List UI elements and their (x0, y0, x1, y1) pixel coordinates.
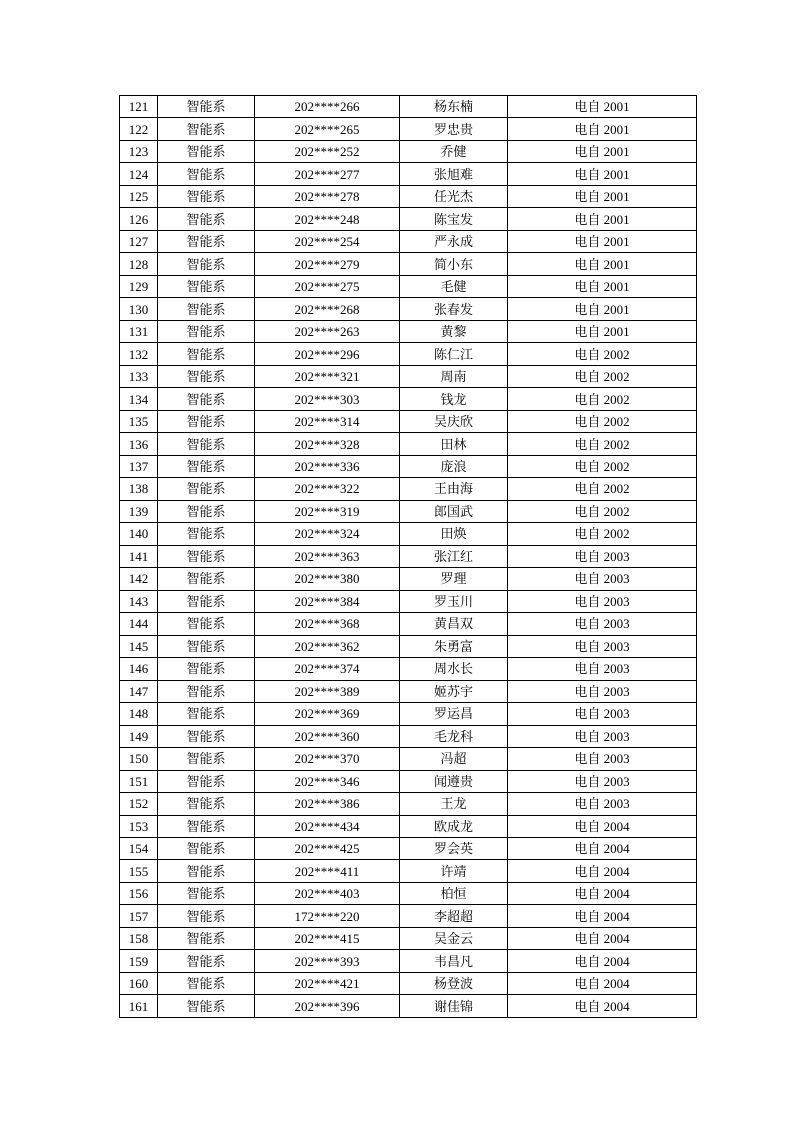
cell-department: 智能系 (158, 860, 255, 882)
cell-student-id: 202****368 (255, 613, 400, 635)
table-row (120, 613, 697, 635)
cell-class: 电自 2004 (508, 972, 697, 994)
cell-name: 韦昌凡 (400, 950, 508, 972)
cell-class: 电自 2001 (508, 208, 697, 230)
cell-name: 朱勇富 (400, 635, 508, 657)
cell-name: 田林 (400, 433, 508, 455)
cell-name: 杨登波 (400, 972, 508, 994)
cell-row-number: 161 (120, 995, 158, 1018)
cell-class: 电自 2002 (508, 523, 697, 545)
cell-name: 王由海 (400, 478, 508, 500)
cell-class: 电自 2003 (508, 568, 697, 590)
table-row (120, 995, 697, 1018)
cell-department: 智能系 (158, 455, 255, 477)
cell-class: 电自 2003 (508, 770, 697, 792)
cell-student-id: 202****277 (255, 163, 400, 185)
cell-class: 电自 2004 (508, 860, 697, 882)
table-row (120, 860, 697, 882)
cell-student-id: 202****374 (255, 658, 400, 680)
cell-name: 毛龙科 (400, 725, 508, 747)
cell-department: 智能系 (158, 995, 255, 1018)
cell-department: 智能系 (158, 118, 255, 140)
cell-row-number: 141 (120, 545, 158, 567)
cell-class: 电自 2001 (508, 230, 697, 252)
cell-row-number: 145 (120, 635, 158, 657)
table-row (120, 703, 697, 725)
cell-department: 智能系 (158, 905, 255, 927)
cell-student-id: 202****336 (255, 455, 400, 477)
table-row (120, 320, 697, 342)
cell-name: 冯超 (400, 748, 508, 770)
cell-class: 电自 2004 (508, 995, 697, 1018)
table-row (120, 635, 697, 657)
roster-table-body (120, 96, 697, 1018)
table-row (120, 410, 697, 432)
cell-department: 智能系 (158, 837, 255, 859)
table-row (120, 208, 697, 230)
cell-row-number: 130 (120, 298, 158, 320)
cell-name: 钱龙 (400, 388, 508, 410)
cell-student-id: 202****296 (255, 343, 400, 365)
cell-row-number: 146 (120, 658, 158, 680)
cell-row-number: 121 (120, 96, 158, 118)
cell-student-id: 202****303 (255, 388, 400, 410)
cell-row-number: 129 (120, 275, 158, 297)
cell-row-number: 148 (120, 703, 158, 725)
cell-name: 庞浪 (400, 455, 508, 477)
cell-student-id: 202****248 (255, 208, 400, 230)
table-row (120, 590, 697, 612)
table-row (120, 365, 697, 387)
cell-department: 智能系 (158, 927, 255, 949)
cell-department: 智能系 (158, 388, 255, 410)
cell-department: 智能系 (158, 140, 255, 162)
cell-class: 电自 2003 (508, 613, 697, 635)
cell-student-id: 202****393 (255, 950, 400, 972)
cell-row-number: 140 (120, 523, 158, 545)
table-row (120, 118, 697, 140)
cell-department: 智能系 (158, 343, 255, 365)
cell-student-id: 202****389 (255, 680, 400, 702)
cell-row-number: 149 (120, 725, 158, 747)
cell-department: 智能系 (158, 478, 255, 500)
cell-name: 黄昌双 (400, 613, 508, 635)
cell-department: 智能系 (158, 96, 255, 118)
table-row (120, 882, 697, 904)
table-row (120, 433, 697, 455)
cell-student-id: 202****324 (255, 523, 400, 545)
cell-name: 周水长 (400, 658, 508, 680)
cell-name: 罗理 (400, 568, 508, 590)
cell-department: 智能系 (158, 703, 255, 725)
cell-row-number: 122 (120, 118, 158, 140)
table-row (120, 658, 697, 680)
cell-class: 电自 2004 (508, 882, 697, 904)
table-row (120, 455, 697, 477)
cell-class: 电自 2003 (508, 748, 697, 770)
cell-name: 张春发 (400, 298, 508, 320)
cell-department: 智能系 (158, 410, 255, 432)
cell-row-number: 133 (120, 365, 158, 387)
cell-class: 电自 2001 (508, 253, 697, 275)
cell-name: 周南 (400, 365, 508, 387)
table-row (120, 568, 697, 590)
cell-row-number: 123 (120, 140, 158, 162)
cell-name: 罗玉川 (400, 590, 508, 612)
cell-class: 电自 2003 (508, 658, 697, 680)
cell-department: 智能系 (158, 680, 255, 702)
cell-class: 电自 2003 (508, 635, 697, 657)
cell-class: 电自 2004 (508, 950, 697, 972)
table-row (120, 837, 697, 859)
cell-class: 电自 2001 (508, 298, 697, 320)
cell-row-number: 136 (120, 433, 158, 455)
cell-class: 电自 2003 (508, 680, 697, 702)
cell-class: 电自 2004 (508, 815, 697, 837)
cell-name: 罗忠贵 (400, 118, 508, 140)
cell-department: 智能系 (158, 545, 255, 567)
cell-row-number: 144 (120, 613, 158, 635)
cell-name: 田焕 (400, 523, 508, 545)
table-row (120, 230, 697, 252)
cell-name: 陈宝发 (400, 208, 508, 230)
cell-row-number: 132 (120, 343, 158, 365)
cell-student-id: 202****434 (255, 815, 400, 837)
cell-department: 智能系 (158, 613, 255, 635)
table-row (120, 388, 697, 410)
cell-row-number: 157 (120, 905, 158, 927)
cell-department: 智能系 (158, 365, 255, 387)
cell-student-id: 202****384 (255, 590, 400, 612)
cell-class: 电自 2002 (508, 410, 697, 432)
cell-student-id: 202****252 (255, 140, 400, 162)
cell-class: 电自 2004 (508, 927, 697, 949)
table-row (120, 927, 697, 949)
table-row (120, 748, 697, 770)
cell-student-id: 202****425 (255, 837, 400, 859)
table-row (120, 905, 697, 927)
cell-student-id: 202****319 (255, 500, 400, 522)
cell-row-number: 151 (120, 770, 158, 792)
table-row (120, 96, 697, 118)
table-row (120, 140, 697, 162)
cell-row-number: 127 (120, 230, 158, 252)
cell-department: 智能系 (158, 770, 255, 792)
cell-row-number: 155 (120, 860, 158, 882)
table-row (120, 793, 697, 815)
cell-name: 李超超 (400, 905, 508, 927)
cell-class: 电自 2004 (508, 905, 697, 927)
cell-student-id: 202****411 (255, 860, 400, 882)
cell-row-number: 124 (120, 163, 158, 185)
cell-class: 电自 2002 (508, 388, 697, 410)
cell-row-number: 131 (120, 320, 158, 342)
cell-department: 智能系 (158, 275, 255, 297)
cell-student-id: 202****370 (255, 748, 400, 770)
table-row (120, 185, 697, 207)
cell-department: 智能系 (158, 320, 255, 342)
cell-class: 电自 2003 (508, 725, 697, 747)
table-row (120, 343, 697, 365)
cell-student-id: 202****266 (255, 96, 400, 118)
cell-student-id: 202****314 (255, 410, 400, 432)
cell-department: 智能系 (158, 253, 255, 275)
cell-student-id: 202****369 (255, 703, 400, 725)
cell-department: 智能系 (158, 882, 255, 904)
cell-class: 电自 2001 (508, 140, 697, 162)
cell-name: 姬苏宇 (400, 680, 508, 702)
cell-name: 罗会英 (400, 837, 508, 859)
cell-student-id: 202****415 (255, 927, 400, 949)
cell-row-number: 156 (120, 882, 158, 904)
cell-name: 严永成 (400, 230, 508, 252)
table-row (120, 680, 697, 702)
cell-department: 智能系 (158, 950, 255, 972)
cell-name: 杨东楠 (400, 96, 508, 118)
cell-row-number: 160 (120, 972, 158, 994)
cell-class: 电自 2002 (508, 365, 697, 387)
cell-class: 电自 2001 (508, 275, 697, 297)
cell-row-number: 147 (120, 680, 158, 702)
cell-student-id: 202****363 (255, 545, 400, 567)
cell-row-number: 137 (120, 455, 158, 477)
cell-department: 智能系 (158, 590, 255, 612)
cell-department: 智能系 (158, 230, 255, 252)
cell-department: 智能系 (158, 523, 255, 545)
cell-student-id: 172****220 (255, 905, 400, 927)
cell-department: 智能系 (158, 433, 255, 455)
cell-student-id: 202****386 (255, 793, 400, 815)
table-row (120, 523, 697, 545)
table-row (120, 972, 697, 994)
cell-name: 罗运昌 (400, 703, 508, 725)
cell-row-number: 150 (120, 748, 158, 770)
cell-class: 电自 2003 (508, 590, 697, 612)
cell-class: 电自 2002 (508, 433, 697, 455)
cell-class: 电自 2001 (508, 185, 697, 207)
cell-student-id: 202****380 (255, 568, 400, 590)
cell-row-number: 126 (120, 208, 158, 230)
table-row (120, 500, 697, 522)
cell-name: 张旭难 (400, 163, 508, 185)
cell-name: 吴金云 (400, 927, 508, 949)
cell-row-number: 143 (120, 590, 158, 612)
cell-class: 电自 2003 (508, 703, 697, 725)
cell-department: 智能系 (158, 500, 255, 522)
cell-department: 智能系 (158, 658, 255, 680)
cell-class: 电自 2003 (508, 545, 697, 567)
cell-name: 柏恒 (400, 882, 508, 904)
cell-class: 电自 2002 (508, 478, 697, 500)
table-row (120, 725, 697, 747)
cell-row-number: 154 (120, 837, 158, 859)
table-row (120, 163, 697, 185)
table-row (120, 275, 697, 297)
cell-class: 电自 2002 (508, 500, 697, 522)
cell-row-number: 134 (120, 388, 158, 410)
cell-class: 电自 2002 (508, 343, 697, 365)
cell-department: 智能系 (158, 725, 255, 747)
cell-student-id: 202****265 (255, 118, 400, 140)
cell-row-number: 135 (120, 410, 158, 432)
cell-department: 智能系 (158, 568, 255, 590)
cell-student-id: 202****362 (255, 635, 400, 657)
table-row (120, 478, 697, 500)
cell-student-id: 202****275 (255, 275, 400, 297)
cell-department: 智能系 (158, 793, 255, 815)
cell-row-number: 158 (120, 927, 158, 949)
cell-student-id: 202****321 (255, 365, 400, 387)
cell-name: 闻遵贵 (400, 770, 508, 792)
table-row (120, 815, 697, 837)
cell-name: 许靖 (400, 860, 508, 882)
cell-student-id: 202****403 (255, 882, 400, 904)
cell-name: 乔健 (400, 140, 508, 162)
cell-name: 谢佳锦 (400, 995, 508, 1018)
cell-name: 黄黎 (400, 320, 508, 342)
cell-class: 电自 2001 (508, 320, 697, 342)
cell-department: 智能系 (158, 298, 255, 320)
table-row (120, 545, 697, 567)
cell-name: 张江红 (400, 545, 508, 567)
cell-department: 智能系 (158, 208, 255, 230)
cell-name: 任光杰 (400, 185, 508, 207)
table-row (120, 770, 697, 792)
cell-row-number: 125 (120, 185, 158, 207)
cell-class: 电自 2004 (508, 837, 697, 859)
cell-row-number: 159 (120, 950, 158, 972)
cell-student-id: 202****346 (255, 770, 400, 792)
cell-class: 电自 2002 (508, 455, 697, 477)
cell-name: 欧成龙 (400, 815, 508, 837)
cell-department: 智能系 (158, 748, 255, 770)
cell-student-id: 202****360 (255, 725, 400, 747)
cell-class: 电自 2003 (508, 793, 697, 815)
cell-class: 电自 2001 (508, 118, 697, 140)
cell-department: 智能系 (158, 972, 255, 994)
cell-department: 智能系 (158, 815, 255, 837)
table-row (120, 253, 697, 275)
student-roster-table (119, 95, 697, 1018)
table-row (120, 950, 697, 972)
cell-row-number: 128 (120, 253, 158, 275)
cell-name: 王龙 (400, 793, 508, 815)
cell-name: 简小东 (400, 253, 508, 275)
cell-row-number: 138 (120, 478, 158, 500)
cell-student-id: 202****279 (255, 253, 400, 275)
cell-department: 智能系 (158, 635, 255, 657)
cell-row-number: 139 (120, 500, 158, 522)
cell-student-id: 202****263 (255, 320, 400, 342)
cell-student-id: 202****268 (255, 298, 400, 320)
cell-department: 智能系 (158, 163, 255, 185)
cell-student-id: 202****421 (255, 972, 400, 994)
cell-name: 郎国武 (400, 500, 508, 522)
cell-name: 毛健 (400, 275, 508, 297)
cell-class: 电自 2001 (508, 163, 697, 185)
table-row (120, 298, 697, 320)
cell-row-number: 142 (120, 568, 158, 590)
cell-student-id: 202****278 (255, 185, 400, 207)
cell-row-number: 153 (120, 815, 158, 837)
cell-row-number: 152 (120, 793, 158, 815)
cell-department: 智能系 (158, 185, 255, 207)
cell-student-id: 202****328 (255, 433, 400, 455)
cell-class: 电自 2001 (508, 96, 697, 118)
cell-name: 陈仁江 (400, 343, 508, 365)
cell-name: 吴庆欣 (400, 410, 508, 432)
cell-student-id: 202****322 (255, 478, 400, 500)
cell-student-id: 202****396 (255, 995, 400, 1018)
cell-student-id: 202****254 (255, 230, 400, 252)
